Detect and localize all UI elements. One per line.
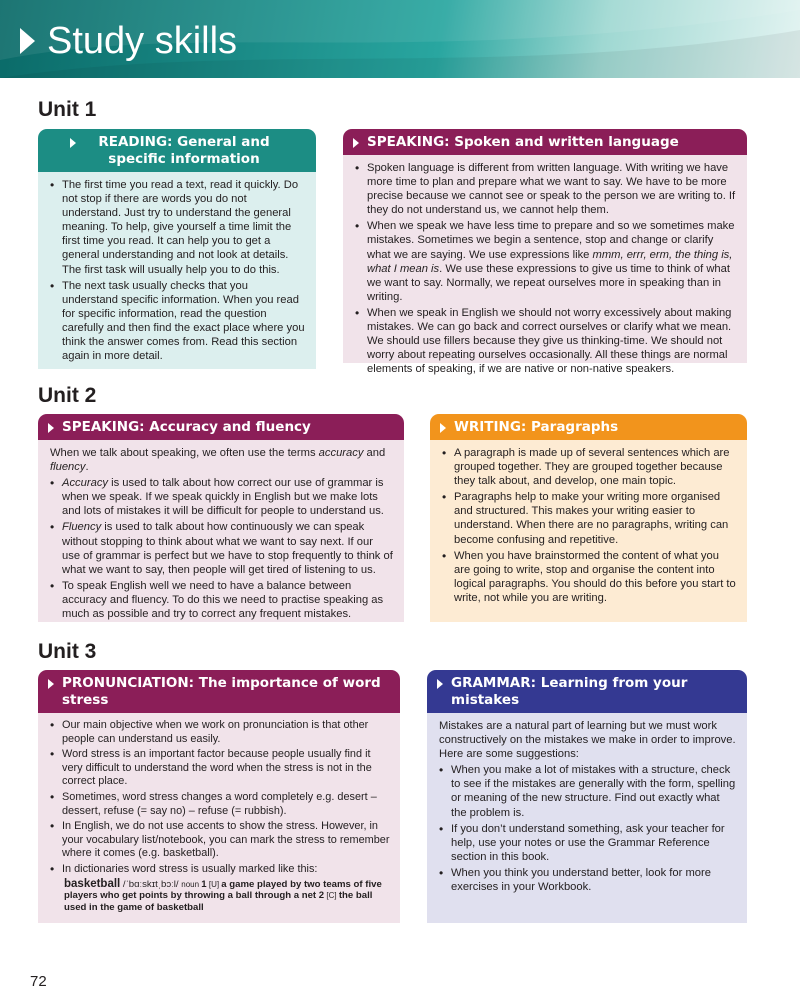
text-span: is used to talk about how correct our use of grammar is when we speak. If we speak quickly in English but we make lots and lots of mistakes it will be difficult for people to understand us. (62, 477, 384, 518)
accuracy-fluency-body (38, 440, 404, 622)
paragraphs-box (430, 414, 747, 622)
list-item: • Paragraphs help to make your writing more organised and structured. This makes your writing easier to understand. When there are no paragraphs, writing can become confusing and repetitive. (442, 490, 737, 546)
dictionary-pronunciation: /ˈbɑːskɪtˌbɔːl/ (120, 878, 182, 890)
dictionary-part-of-speech: noun (181, 879, 202, 889)
term-accuracy: Accuracy (62, 477, 109, 490)
grammar-header (427, 670, 747, 713)
text-span: and (363, 447, 386, 459)
header-arrow-icon (48, 423, 54, 433)
list-item: • In English, we do not use accents to show the stress. However, in your vocabulary list/notebook, you can mark the stress to remember where it comes (e.g. basketball). (50, 820, 390, 861)
reading-body (38, 172, 316, 369)
paragraphs-body (430, 440, 747, 622)
list-item: • To speak English well we need to have a balance between accuracy and fluency. To do this we need to practise speaking as much as possible and try to correct any frequent mistakes. (50, 579, 394, 621)
list-item: • If you don’t understand something, ask your teacher for help, use your notes or use the Grammar Reference section in this book. (439, 822, 737, 864)
list-item: • Spoken language is different from written language. With writing we have more time to plan and prepare what we want to say. We have to be more precise because we cannot see or speak to the person we are writing to. If they do not understand us, we cannot help them. (355, 161, 737, 217)
reading-header-text: READING: General and specific information (98, 134, 270, 167)
page-title (20, 16, 237, 66)
pronunciation-body (38, 713, 400, 923)
header-arrow-icon (440, 423, 446, 433)
header-arrow-icon (70, 138, 76, 148)
text-span: When we talk about speaking, we often use the terms (50, 447, 319, 459)
list-item: • The first time you read a text, read it quickly. Do not stop if there are words you do not understand. Just try to understand the general meaning. To help, give yourself a time limit the first time you read. It can help you to get a general understanding and not look at details. The first task will usually help you to do this. (50, 178, 306, 277)
dictionary-headword: basketball (64, 877, 121, 890)
spoken-written-header-text: SPEAKING: Spoken and written language (367, 134, 679, 150)
spoken-written-box (343, 129, 747, 376)
pronunciation-box (38, 670, 400, 913)
dictionary-grammar-code: [U] (206, 879, 222, 889)
list-item: • When you think you understand better, look for more exercises in your Workbook. (439, 866, 737, 894)
text-span: . We use these expressions to give us time to think of what we want to say. Normally, we repeat ourselves more in speaking than in writing. (367, 262, 730, 303)
page-title-text: Study skills (47, 19, 238, 62)
pronunciation-header-text: PRONUNCIATION: The importance of word stress (62, 675, 381, 708)
header-arrow-icon (353, 138, 359, 148)
term-fluency: Fluency (62, 521, 102, 534)
intro-text (50, 446, 394, 474)
term-fluency: fluency (50, 461, 86, 474)
list-item (50, 476, 394, 518)
list-item: • Our main objective when we work on pronunciation is that other people can understand us easily. (50, 719, 390, 746)
dictionary-grammar-code: [C] (324, 891, 339, 901)
list-item: • A paragraph is made up of several sentences which are grouped together. They are grouped together because they talk about, and develop, one main topic. (442, 446, 737, 488)
accuracy-fluency-header-text: SPEAKING: Accuracy and fluency (62, 419, 311, 435)
reading-box (38, 129, 316, 363)
filler-examples: mmm, errr, erm, the thing is, what I mean is (367, 248, 733, 275)
list-item: • Word stress is an important factor because people usually find it very difficult to understand the word when the stress is not in the correct place. (50, 748, 390, 789)
header-arrow-icon (48, 679, 54, 689)
list-item: • When you make a lot of mistakes with a structure, check to see if the mistakes are generally with the form, spelling or meaning of the new structure. Find out exactly what the problem is. (439, 763, 737, 819)
text-span: . (85, 461, 89, 474)
grammar-header-text: GRAMMAR: Learning from your mistakes (451, 675, 688, 708)
dictionary-definition: the ball used in the game of basketball (64, 890, 373, 913)
unit-3-heading: Unit 3 (38, 640, 97, 663)
paragraphs-header (430, 414, 747, 440)
spoken-written-header (343, 129, 747, 155)
dictionary-definition: a game played by two teams of five players who get points by throwing a ball through a net (64, 878, 382, 902)
play-arrow-icon (20, 28, 35, 54)
grammar-box (427, 670, 747, 906)
grammar-body (427, 713, 747, 923)
dictionary-sense-number: 2 (318, 890, 325, 902)
list-item: • In dictionaries word stress is usually marked like this: (50, 863, 390, 877)
dictionary-sense-number: 1 (201, 878, 207, 890)
page-number: 72 (30, 973, 47, 990)
list-item (355, 219, 737, 304)
list-item (50, 520, 394, 576)
header-arrow-icon (437, 679, 443, 689)
list-item: • The next task usually checks that you understand specific information. When you read for specific information, read the question carefully and then find the exact place where you think the answer comes from. Read this section again in more detail. (50, 279, 306, 364)
unit-1-heading: Unit 1 (38, 98, 97, 121)
list-item: • When you have brainstormed the content of what you are going to write, stop and organise the content into logical paragraphs. You should do this before you start to write, not while you are writing. (442, 549, 737, 605)
accuracy-fluency-box (38, 414, 404, 622)
term-accuracy: accuracy (318, 447, 364, 459)
paragraphs-header-text: WRITING: Paragraphs (454, 419, 619, 435)
unit-2-heading: Unit 2 (38, 384, 97, 407)
pronunciation-header (38, 670, 400, 713)
accuracy-fluency-header (38, 414, 404, 440)
intro-text: Mistakes are a natural part of learning but we must work constructively on the mistakes we make in order to improve. Here are some suggestions: (439, 720, 736, 761)
dictionary-entry (50, 879, 390, 914)
list-item: • Sometimes, word stress changes a word completely e.g. desert – dessert, refuse (= say no) – refuse (= rubbish). (50, 791, 390, 818)
spoken-written-body (343, 155, 747, 376)
reading-header (38, 129, 316, 172)
text-span: is used to talk about how continuously we can speak without stopping to think about what we want to say next. If our use of grammar is perfect but we have to stop frequently to think of what we want to say, then people will get tired of listening to us. (62, 521, 393, 576)
study-skills-banner (0, 0, 800, 78)
list-item: • When we speak in English we should not worry excessively about making mistakes. We can go back and correct ourselves or clarify what we mean. We should use fillers because they give us thinking-time. We should not worry about repeating ourselves occasionally. All these things are normal elements of speaking, if we are native or non-native speakers. (355, 306, 737, 376)
text-span: When we speak we have less time to prepare and so we sometimes make mistakes. Sometimes we begin a sentence, stop and change or clarify what we are saying. We use expressions like (367, 220, 735, 261)
